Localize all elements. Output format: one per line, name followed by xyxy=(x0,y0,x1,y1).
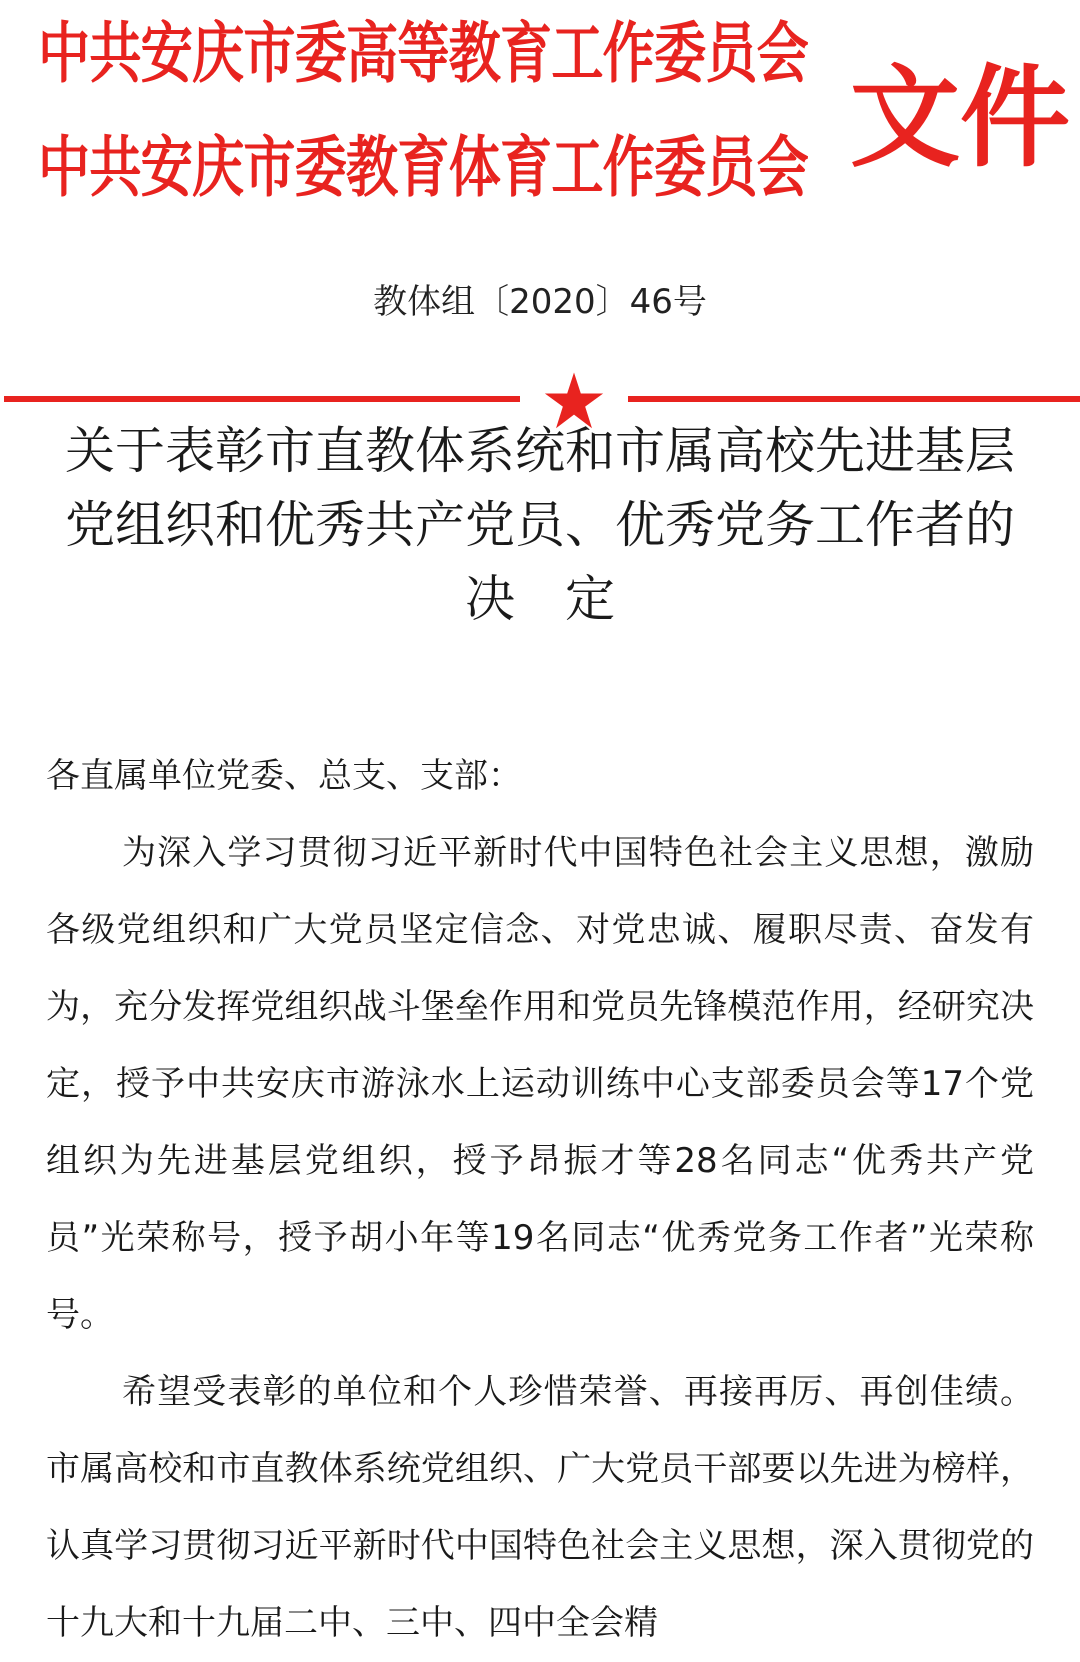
issuing-organization-2: 中共安庆市委教育体育工作委员会 xyxy=(38,129,808,206)
title-line: 党组织和优秀共产党员、优秀党务工作者的 xyxy=(65,496,1015,554)
salutation: 各直属单位党委、总支、支部： xyxy=(46,756,522,796)
document-body xyxy=(46,738,1034,1662)
body-paragraph: 为深入学习贯彻习近平新时代中国特色社会主义思想，激励各级党组织和广大党员坚定信念、对党忠诚、履职尽责、奋发有为，充分发挥党组织战斗堡垒作用和党员先锋模范作用，经研究决定，授予中共安庆市游泳水上运动训练中心支部委员会等17个党组织为先进基层党组织，授予昂振才等28名同志“优秀共产党员”光荣称号，授予胡小年等19名同志“优秀党务工作者”光荣称号。 xyxy=(46,833,1034,1335)
document-title xyxy=(40,414,1040,636)
red-divider-right xyxy=(628,396,1080,402)
document-number: 教体组〔2020〕46号 xyxy=(373,282,707,322)
title-line: 决 定 xyxy=(465,570,615,628)
red-divider-left xyxy=(4,396,520,402)
document-header xyxy=(0,0,1080,230)
title-line: 关于表彰市直教体系统和市属高校先进基层 xyxy=(65,422,1015,480)
issuing-organization-1: 中共安庆市委高等教育工作委员会 xyxy=(38,15,808,92)
body-paragraph: 希望受表彰的单位和个人珍惜荣誉、再接再厉、再创佳绩。市属高校和市直教体系统党组织、广大党员干部要以先进为榜样，认真学习贯彻习近平新时代中国特色社会主义思想，深入贯彻党的十九大和十九届二中、三中、四中全会精 xyxy=(46,1372,1034,1643)
document-label: 文件 xyxy=(850,54,1070,182)
